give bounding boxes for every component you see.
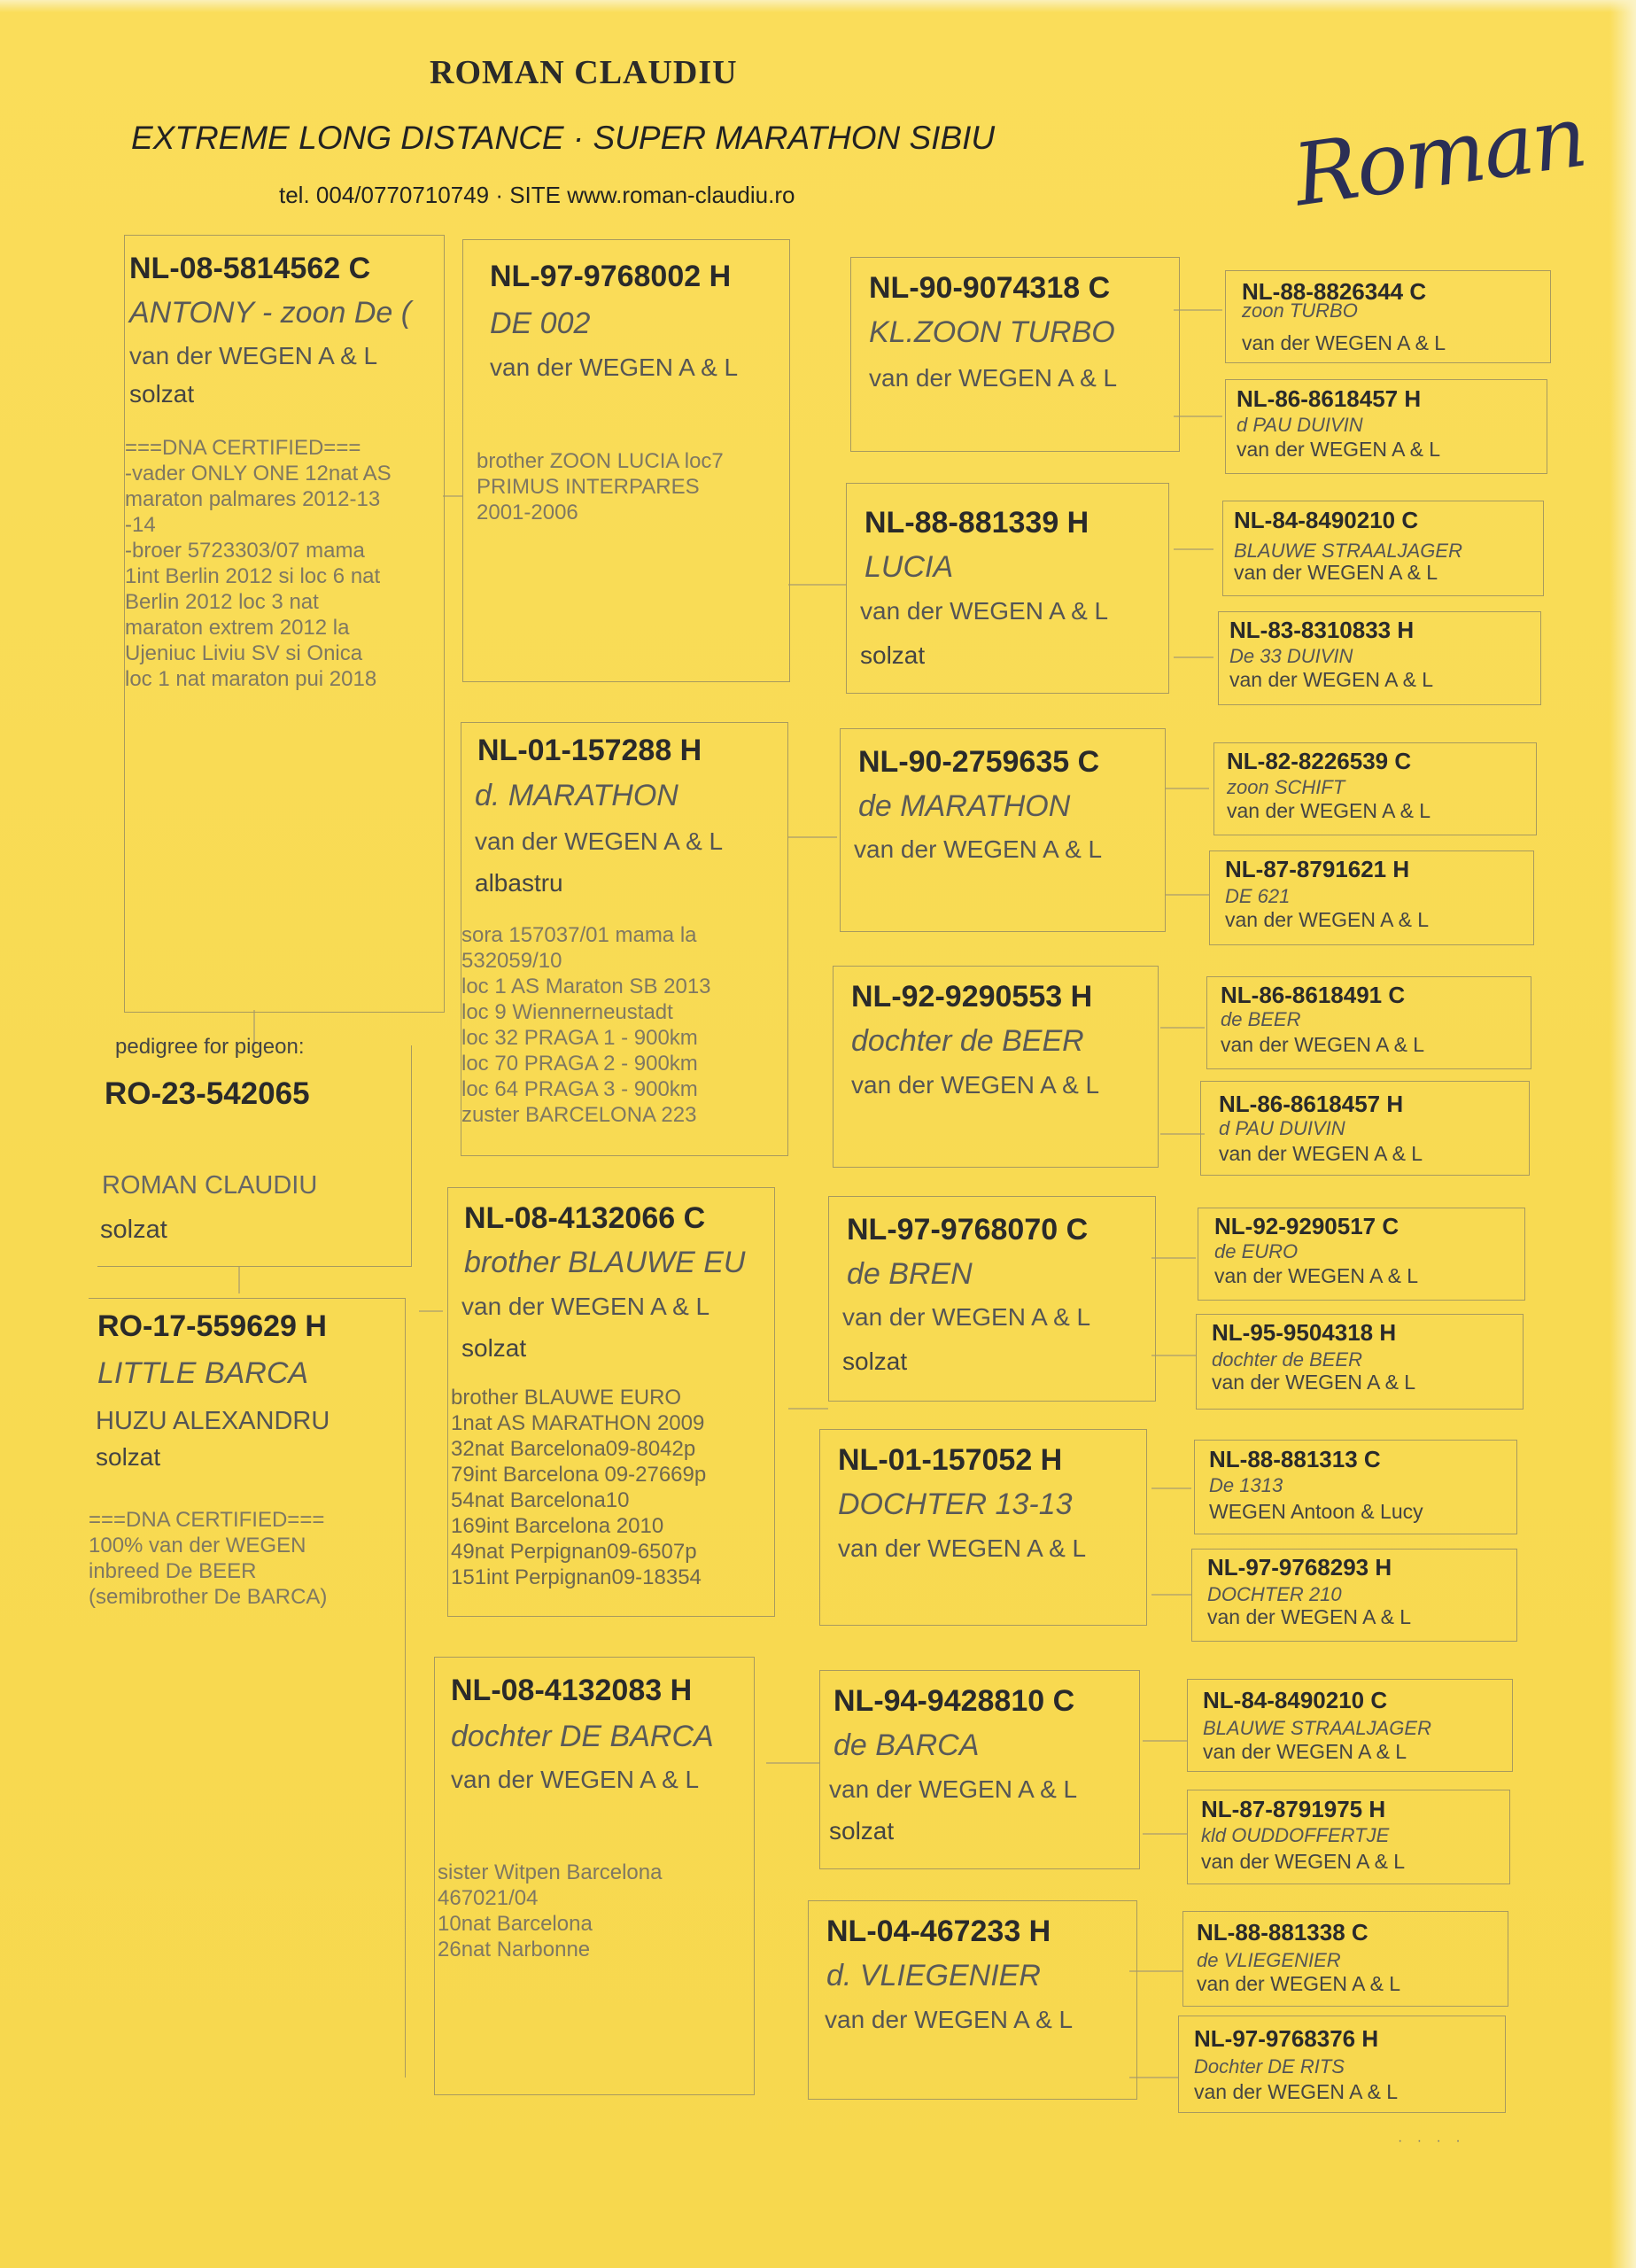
dam-color: solzat (96, 1443, 161, 1471)
ggg-ring-number: NL-95-9504318 H (1212, 1319, 1397, 1346)
grandparent-notes (477, 448, 724, 525)
ggg-name: BLAUWE STRAALJAGER (1203, 1717, 1431, 1739)
grandparent-name: DE 002 (490, 307, 591, 340)
great-grandparent-ring-number: NL-90-2759635 C (858, 745, 1100, 779)
ggg-card[interactable] (1196, 1314, 1524, 1410)
page-title: ROMAN CLAUDIU (430, 54, 738, 91)
note-line: inbreed De BEER (89, 1559, 257, 1583)
ggg-ring-number: NL-87-8791975 H (1201, 1796, 1386, 1822)
ggg-ring-number: NL-82-8226539 C (1227, 748, 1412, 774)
ggg-card[interactable] (1222, 501, 1544, 596)
great-grandparent-breeder: van der WEGEN A & L (854, 835, 1103, 863)
great-grandparent-ring-number: NL-90-9074318 C (869, 271, 1111, 305)
note-line: loc 1 AS Maraton SB 2013 (461, 975, 711, 998)
ggg-breeder: van der WEGEN A & L (1203, 1740, 1407, 1763)
great-grandparent-card[interactable] (846, 483, 1169, 694)
note-line: Ujeniuc Liviu SV si Onica (125, 641, 363, 665)
contact-line: tel. 004/0770710749 · SITE www.roman-claudiu.ro (279, 182, 795, 208)
great-grandparent-breeder: van der WEGEN A & L (842, 1303, 1091, 1331)
ggg-breeder: van der WEGEN A & L (1221, 1033, 1425, 1056)
ggg-ring-number: NL-84-8490210 C (1234, 507, 1419, 533)
ggg-ring-number: NL-92-9290517 C (1214, 1213, 1400, 1239)
grandparent-notes (451, 1385, 706, 1590)
ggg-ring-number: NL-88-8826344 C (1242, 278, 1427, 305)
note-line: 10nat Barcelona (438, 1912, 593, 1936)
great-grandparent-name: de BARCA (834, 1728, 980, 1762)
ggg-name: de VLIEGENIER (1197, 1949, 1341, 1971)
subject-color: solzat (100, 1216, 167, 1244)
grandparent-notes (461, 922, 711, 1128)
sire-color: solzat (129, 380, 195, 408)
dam-ring-number: RO-17-559629 H (97, 1309, 327, 1343)
ggg-card[interactable] (1187, 1790, 1510, 1884)
sire-card[interactable] (124, 235, 445, 1013)
ggg-breeder: WEGEN Antoon & Lucy (1209, 1500, 1423, 1523)
note-line: maraton extrem 2012 la (125, 616, 350, 640)
note-line: 32nat Barcelona09-8042p (451, 1437, 696, 1461)
great-grandparent-breeder: van der WEGEN A & L (869, 364, 1118, 392)
ggg-breeder: van der WEGEN A & L (1214, 1264, 1419, 1287)
subject-ring-number: RO-23-542065 (105, 1076, 310, 1111)
ggg-card[interactable] (1187, 1679, 1513, 1772)
ggg-breeder: van der WEGEN A & L (1227, 799, 1431, 822)
ggg-breeder: van der WEGEN A & L (1234, 561, 1438, 584)
note-line: 532059/10 (461, 949, 562, 973)
ggg-card[interactable] (1191, 1549, 1517, 1642)
grandparent-name: brother BLAUWE EU (464, 1246, 746, 1279)
ggg-card[interactable] (1209, 850, 1534, 945)
note-line: 79int Barcelona 09-27669p (451, 1463, 707, 1487)
note-line: loc 9 Wiennerneustadt (461, 1000, 673, 1024)
great-grandparent-breeder: van der WEGEN A & L (851, 1071, 1100, 1099)
grandparent-card[interactable] (461, 722, 788, 1156)
great-grandparent-ring-number: NL-88-881339 H (865, 506, 1089, 540)
note-line: Berlin 2012 loc 3 nat (125, 590, 319, 614)
ggg-breeder: van der WEGEN A & L (1237, 438, 1441, 461)
great-grandparent-name: LUCIA (865, 550, 954, 584)
ggg-name: zoon SCHIFT (1227, 776, 1345, 798)
note-line: zuster BARCELONA 223 (461, 1103, 697, 1127)
ggg-ring-number: NL-84-8490210 C (1203, 1687, 1388, 1713)
ggg-name: BLAUWE STRAALJAGER (1234, 540, 1462, 562)
ggg-breeder: van der WEGEN A & L (1212, 1371, 1416, 1394)
ggg-breeder: van der WEGEN A & L (1219, 1142, 1423, 1165)
grandparent-name: dochter DE BARCA (451, 1720, 714, 1753)
note-line: ===DNA CERTIFIED=== (89, 1508, 325, 1532)
note-line: 49nat Perpignan09-6507p (451, 1540, 697, 1564)
note-line: 151int Perpignan09-18354 (451, 1565, 702, 1589)
note-line: 100% van der WEGEN (89, 1534, 306, 1557)
note-line: 54nat Barcelona10 (451, 1488, 630, 1512)
ggg-breeder: van der WEGEN A & L (1194, 2080, 1399, 2103)
grandparent-ring-number: NL-97-9768002 H (490, 260, 732, 293)
grandparent-card[interactable] (447, 1187, 775, 1617)
note-line: sister Witpen Barcelona (438, 1860, 663, 1884)
sire-ring-number: NL-08-5814562 C (129, 252, 371, 285)
great-grandparent-color: solzat (842, 1348, 908, 1375)
handwritten-signature: Roman (1287, 86, 1592, 226)
note-line: ===DNA CERTIFIED=== (125, 436, 361, 460)
grandparent-card[interactable] (434, 1657, 755, 2095)
great-grandparent-breeder: van der WEGEN A & L (829, 1775, 1078, 1803)
subject-owner: ROMAN CLAUDIU (102, 1171, 318, 1200)
grandparent-ring-number: NL-08-4132066 C (464, 1201, 706, 1235)
ggg-ring-number: NL-88-881338 C (1197, 1919, 1369, 1946)
grandparent-color: albastru (475, 869, 563, 897)
note-line: loc 1 nat maraton pui 2018 (125, 667, 377, 691)
ggg-ring-number: NL-83-8310833 H (1229, 617, 1415, 643)
great-grandparent-name: d. VLIEGENIER (826, 1959, 1041, 1992)
sire-notes (125, 435, 392, 692)
note-line: brother BLAUWE EURO (451, 1386, 682, 1410)
ggg-ring-number: NL-97-9768376 H (1194, 2025, 1379, 2052)
ggg-card[interactable] (1213, 742, 1537, 835)
grandparent-card[interactable] (462, 239, 790, 682)
note-line: -14 (125, 513, 156, 537)
ggg-card[interactable] (1198, 1208, 1525, 1301)
ggg-breeder: van der WEGEN A & L (1197, 1972, 1401, 1995)
dam-breeder: HUZU ALEXANDRU (96, 1407, 330, 1435)
great-grandparent-card[interactable] (850, 257, 1180, 452)
ggg-card[interactable] (1200, 1081, 1530, 1176)
great-grandparent-ring-number: NL-04-467233 H (826, 1915, 1051, 1948)
ggg-ring-number: NL-86-8618457 H (1219, 1091, 1404, 1117)
dam-name: LITTLE BARCA (97, 1356, 309, 1390)
great-grandparent-ring-number: NL-94-9428810 C (834, 1684, 1075, 1718)
great-grandparent-breeder: van der WEGEN A & L (860, 597, 1109, 625)
great-grandparent-card[interactable] (819, 1670, 1140, 1869)
great-grandparent-breeder: van der WEGEN A & L (838, 1534, 1087, 1562)
note-line: 1nat AS MARATHON 2009 (451, 1411, 705, 1435)
note-line: loc 64 PRAGA 3 - 900km (461, 1077, 698, 1101)
note-line: brother ZOON LUCIA loc7 (477, 449, 724, 473)
great-grandparent-card[interactable] (819, 1429, 1147, 1626)
grandparent-breeder: van der WEGEN A & L (451, 1766, 700, 1793)
ggg-name: De 1313 (1209, 1474, 1283, 1496)
note-line: (semibrother De BARCA) (89, 1585, 328, 1609)
great-grandparent-card[interactable] (808, 1900, 1137, 2100)
footer-mark: · · · · (1398, 2133, 1466, 2148)
grandparent-breeder: van der WEGEN A & L (475, 827, 724, 855)
great-grandparent-ring-number: NL-01-157052 H (838, 1443, 1063, 1477)
ggg-ring-number: NL-86-8618457 H (1237, 385, 1422, 412)
subject-label: pedigree for pigeon: (115, 1035, 305, 1059)
sire-breeder: van der WEGEN A & L (129, 342, 378, 369)
ggg-card[interactable] (1225, 379, 1547, 474)
grandparent-ring-number: NL-08-4132083 H (451, 1674, 693, 1707)
ggg-name: d PAU DUIVIN (1219, 1117, 1345, 1139)
dam-notes (89, 1507, 327, 1610)
note-line: loc 32 PRAGA 1 - 900km (461, 1026, 698, 1050)
ggg-name: De 33 DUIVIN (1229, 645, 1353, 667)
note-line: loc 70 PRAGA 2 - 900km (461, 1052, 698, 1076)
note-line: 1int Berlin 2012 si loc 6 nat (125, 564, 381, 588)
note-line: 169int Barcelona 2010 (451, 1514, 664, 1538)
ggg-breeder: van der WEGEN A & L (1225, 908, 1430, 931)
great-grandparent-color: solzat (829, 1817, 895, 1845)
great-grandparent-name: DOCHTER 13-13 (838, 1487, 1073, 1521)
ggg-name: Dochter DE RITS (1194, 2055, 1345, 2078)
ggg-ring-number: NL-87-8791621 H (1225, 856, 1410, 882)
great-grandparent-card[interactable] (840, 728, 1166, 932)
great-grandparent-name: de BREN (847, 1257, 973, 1291)
great-grandparent-name: KL.ZOON TURBO (869, 315, 1115, 349)
ggg-breeder: van der WEGEN A & L (1201, 1850, 1406, 1873)
ggg-name: de EURO (1214, 1240, 1299, 1262)
ggg-card[interactable] (1225, 270, 1551, 363)
great-grandparent-card[interactable] (828, 1196, 1156, 1402)
great-grandparent-card[interactable] (833, 966, 1159, 1168)
great-grandparent-ring-number: NL-92-9290553 H (851, 980, 1093, 1014)
grandparent-name: d. MARATHON (475, 779, 678, 812)
ggg-ring-number: NL-97-9768293 H (1207, 1554, 1392, 1581)
ggg-card[interactable] (1178, 2016, 1506, 2113)
dam-card[interactable] (89, 1298, 406, 2078)
grandparent-breeder: van der WEGEN A & L (490, 353, 739, 381)
note-line: PRIMUS INTERPARES (477, 475, 700, 499)
note-line: 467021/04 (438, 1886, 539, 1910)
ggg-ring-number: NL-86-8618491 C (1221, 982, 1406, 1008)
ggg-ring-number: NL-88-881313 C (1209, 1446, 1381, 1472)
ggg-name: kld OUDDOFFERTJE (1201, 1824, 1390, 1846)
grandparent-breeder: van der WEGEN A & L (461, 1293, 710, 1320)
great-grandparent-name: dochter de BEER (851, 1024, 1084, 1058)
page-subtitle: EXTREME LONG DISTANCE · SUPER MARATHON SIBIU (131, 120, 996, 156)
grandparent-ring-number: NL-01-157288 H (477, 734, 702, 767)
ggg-card[interactable] (1194, 1440, 1517, 1534)
ggg-card[interactable] (1218, 611, 1541, 705)
ggg-breeder: van der WEGEN A & L (1242, 331, 1446, 354)
ggg-breeder: van der WEGEN A & L (1229, 668, 1434, 691)
ggg-name: dochter de BEER (1212, 1348, 1362, 1371)
ggg-name: d PAU DUIVIN (1237, 414, 1363, 436)
ggg-breeder: van der WEGEN A & L (1207, 1605, 1412, 1628)
note-line: maraton palmares 2012-13 (125, 487, 381, 511)
note-line: -broer 5723303/07 mama (125, 539, 365, 563)
great-grandparent-breeder: van der WEGEN A & L (825, 2006, 1074, 2033)
great-grandparent-color: solzat (860, 641, 926, 669)
grandparent-color: solzat (461, 1334, 527, 1362)
great-grandparent-name: de MARATHON (858, 789, 1071, 823)
ggg-card[interactable] (1206, 976, 1531, 1069)
grandparent-notes (438, 1860, 662, 1962)
note-line: 26nat Narbonne (438, 1938, 591, 1961)
ggg-name: DOCHTER 210 (1207, 1583, 1342, 1605)
great-grandparent-ring-number: NL-97-9768070 C (847, 1213, 1089, 1247)
subject-card[interactable] (97, 1045, 412, 1267)
ggg-name: zoon TURBO (1242, 299, 1358, 322)
sire-name: ANTONY - zoon De ( (129, 296, 412, 330)
note-line: -vader ONLY ONE 12nat AS (125, 462, 392, 485)
ggg-name: de BEER (1221, 1008, 1301, 1030)
note-line: 2001-2006 (477, 501, 578, 524)
ggg-card[interactable] (1182, 1911, 1508, 2007)
ggg-name: DE 621 (1225, 885, 1291, 907)
note-line: sora 157037/01 mama la (461, 923, 697, 947)
